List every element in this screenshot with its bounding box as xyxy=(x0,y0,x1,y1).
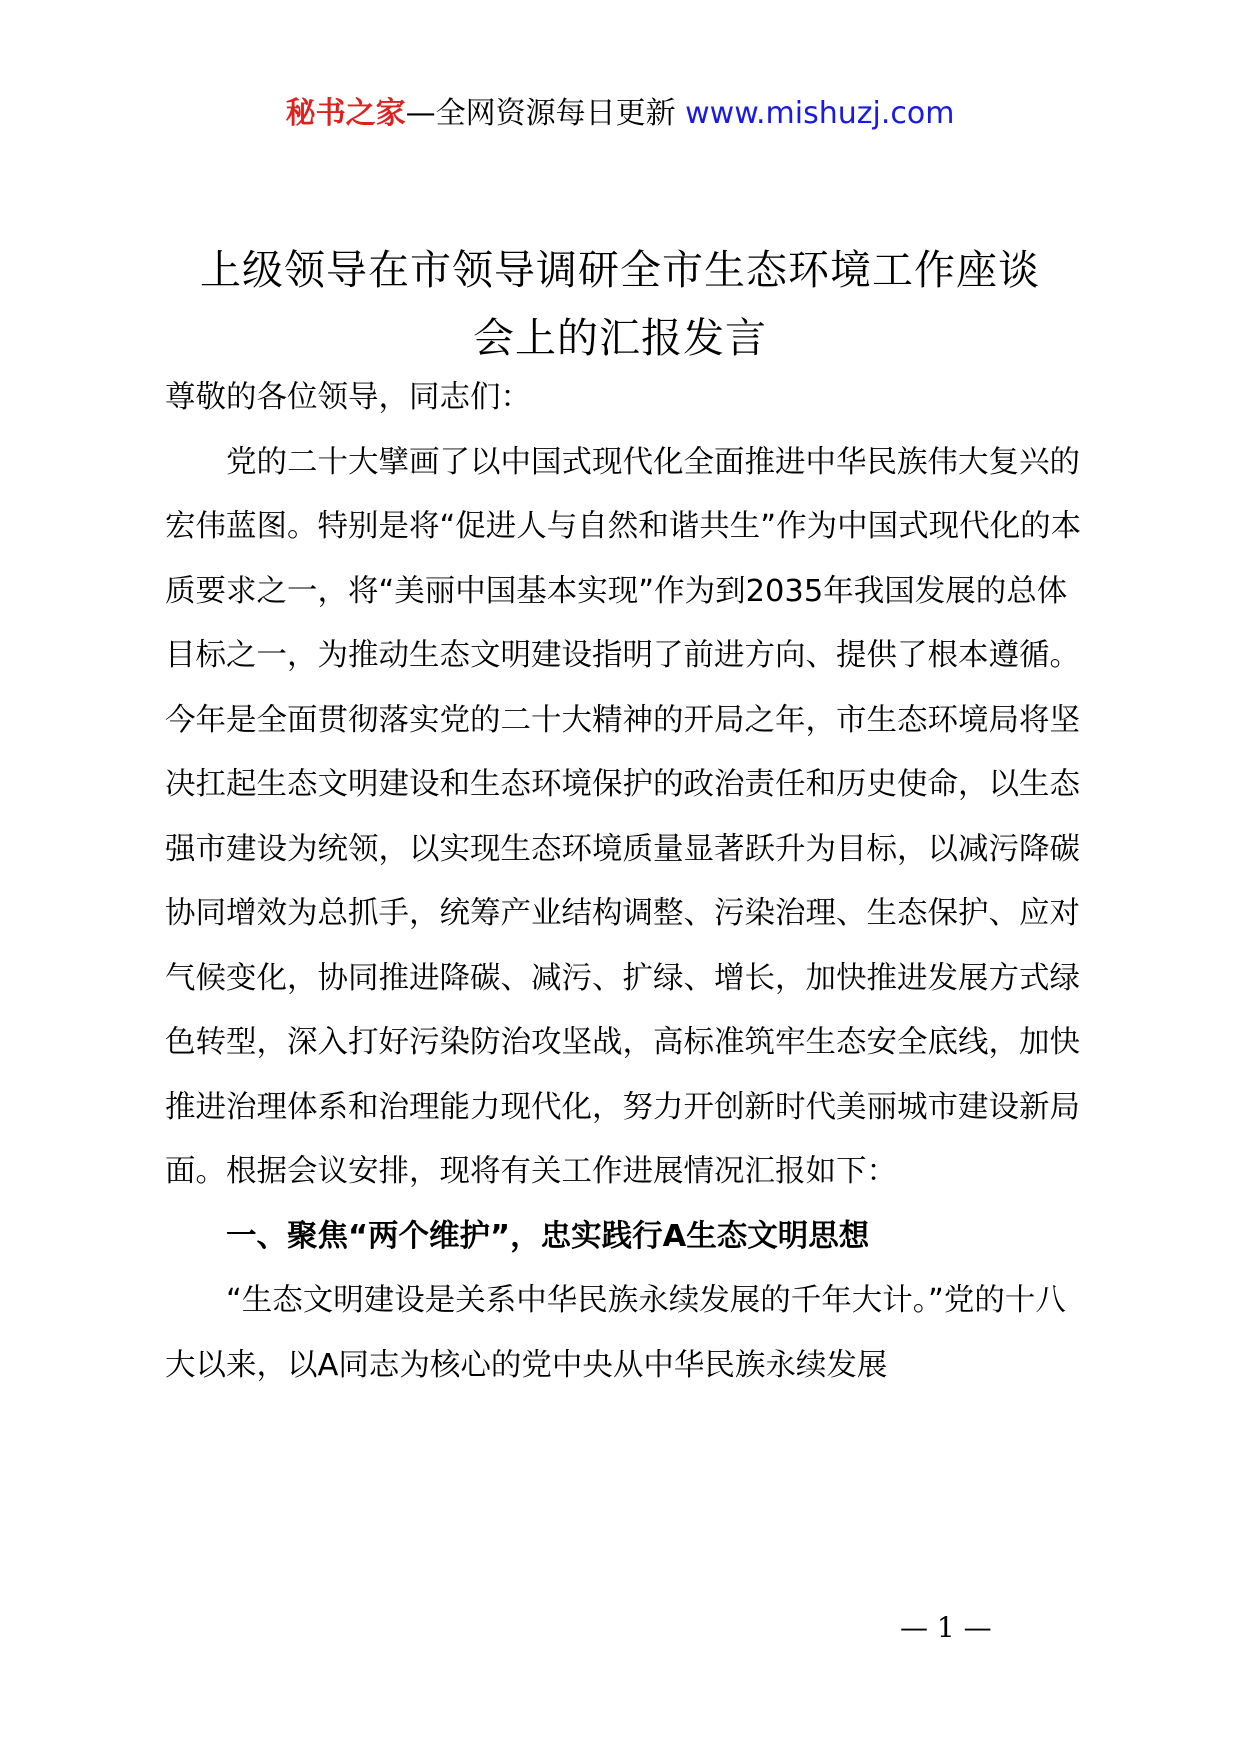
document-body xyxy=(165,366,1085,1398)
section-1-paragraph: “生态文明建设是关系中华民族永续发展的千年大计。”党的十八大以来，以A同志为核心的党中央从中华民族永续发展 xyxy=(165,1283,1066,1383)
section-heading-1: 一、聚焦“两个维护”，忠实践行A生态文明思想 xyxy=(226,1218,870,1254)
intro-paragraph: 党的二十大擘画了以中国式现代化全面推进中华民族伟大复兴的宏伟蓝图。特别是将“促进人与自然和谐共生”作为中国式现代化的本质要求之一，将“美丽中国基本实现”作为到2035年我国发展的总体目标之一，为推动生态文明建设指明了前进方向、提供了根本遵循。今年是全面贯彻落实党的二十大精神的开局之年，市生态环境局将坚决扛起生态文明建设和生态环境保护的政治责任和历史使命，以生态强市建设为统领，以实现生态环境质量显著跃升为目标，以减污降碳协同增效为总抓手，统筹产业结构调整、污染治理、生态保护、应对气候变化，协同推进降碳、减污、扩绿、增长，加快推进发展方式绿色转型，深入打好污染防治攻坚战，高标准筑牢生态安全底线，加快推进治理体系和治理能力现代化，努力开创新时代美丽城市建设新局面。根据会议安排，现将有关工作进展情况汇报如下： xyxy=(165,444,1082,1189)
page-number: — 1 — xyxy=(900,1611,992,1644)
title-line-1: 上级领导在市领导调研全市生态环境工作座谈 xyxy=(200,246,1040,294)
site-header xyxy=(0,94,1240,134)
document-title xyxy=(150,236,1090,372)
header-tagline: —全网资源每日更新 xyxy=(405,96,686,131)
title-line-2: 会上的汇报发言 xyxy=(473,314,767,362)
salutation: 尊敬的各位领导，同志们： xyxy=(165,380,531,415)
brand-name: 秘书之家 xyxy=(285,96,406,131)
site-url-link[interactable]: www.mishuzj.com xyxy=(685,96,955,131)
